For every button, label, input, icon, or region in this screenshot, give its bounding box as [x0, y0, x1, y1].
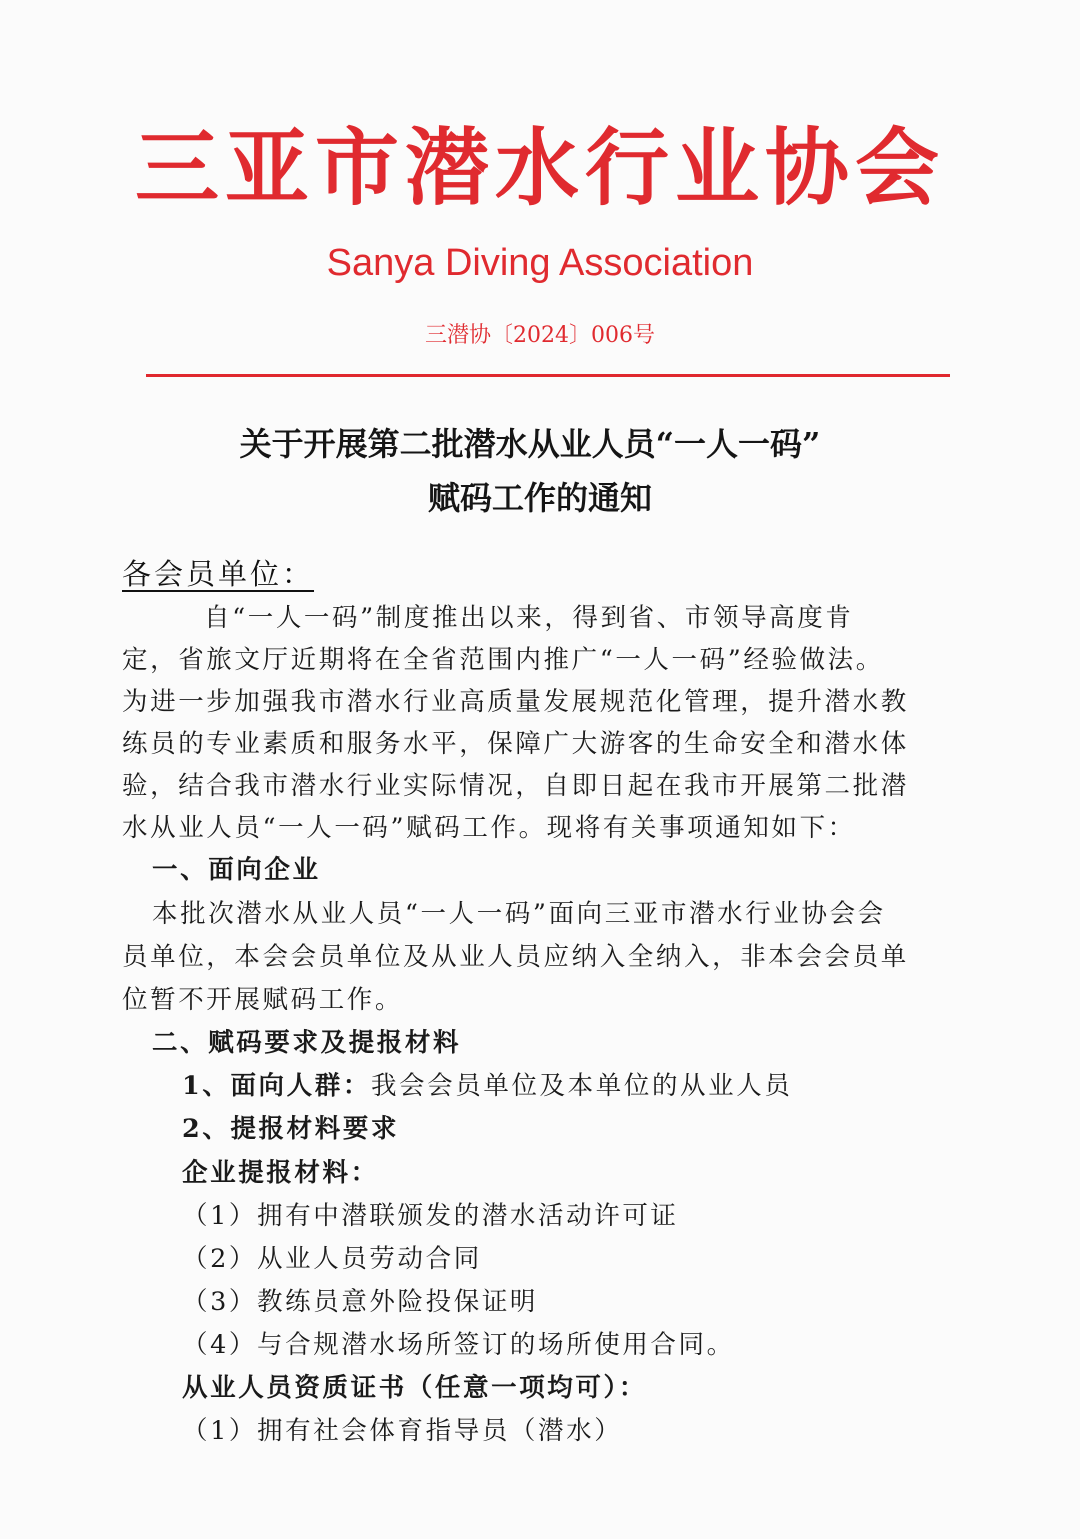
salutation: 各会员单位：	[122, 557, 315, 591]
notice-title-line-2: 赋码工作的通知	[427, 479, 652, 517]
item-1-label: 1、面向人群：	[182, 1071, 371, 1101]
enterprise-materials-label: 企业提报材料：	[182, 1158, 379, 1188]
intro-line: 定，省旅文厅近期将在全省范围内推广“一人一码”经验做法。	[122, 645, 884, 675]
item-2-label: 2、提报材料要求	[182, 1114, 400, 1144]
org-name-cn: 三亚市潜水行业协会	[134, 118, 945, 217]
notice-title	[0, 418, 1080, 524]
enterprise-material-item: （3）教练员意外险投保证明	[182, 1287, 539, 1317]
enterprise-material-item: （4）与合规潜水场所签订的场所使用合同。	[182, 1330, 735, 1360]
item-1-text: 我会会员单位及本单位的从业人员	[370, 1071, 793, 1101]
document-number: 三潜协〔2024〕006号	[425, 323, 655, 348]
intro-line: 验，结合我市潜水行业实际情况，自即日起在我市开展第二批潜	[122, 771, 909, 801]
staff-certificate-label: 从业人员资质证书（任意一项均可）：	[182, 1373, 647, 1403]
item-1	[182, 1066, 792, 1106]
intro-line: 水从业人员“一人一码”赋码工作。现将有关事项通知如下：	[122, 813, 856, 843]
intro-line: 练员的专业素质和服务水平，保障广大游客的生命安全和潜水体	[122, 729, 909, 759]
org-name-en: Sanya Diving Association	[326, 242, 754, 284]
section-1-line: 本批次潜水从业人员“一人一码”面向三亚市潜水行业协会会	[152, 899, 886, 929]
red-divider-line	[146, 374, 950, 377]
staff-certificate-item: （1）拥有社会体育指导员（潜水）	[182, 1416, 623, 1446]
section-1-line: 员单位，本会会员单位及从业人员应纳入全纳入，非本会会员单	[122, 942, 909, 972]
notice-title-line-1: 关于开展第二批潜水从业人员“一人一码”	[239, 425, 821, 463]
enterprise-material-item: （1）拥有中潜联颁发的潜水活动许可证	[182, 1201, 679, 1231]
section-2-heading: 二、赋码要求及提报材料	[152, 1028, 462, 1058]
enterprise-material-item: （2）从业人员劳动合同	[182, 1244, 482, 1274]
section-1-line: 位暂不开展赋码工作。	[122, 985, 404, 1015]
intro-line: 自“一人一码”制度推出以来，得到省、市领导高度肯	[204, 603, 854, 633]
section-1-heading: 一、面向企业	[152, 855, 321, 885]
intro-line: 为进一步加强我市潜水行业高质量发展规范化管理，提升潜水教	[122, 687, 909, 717]
